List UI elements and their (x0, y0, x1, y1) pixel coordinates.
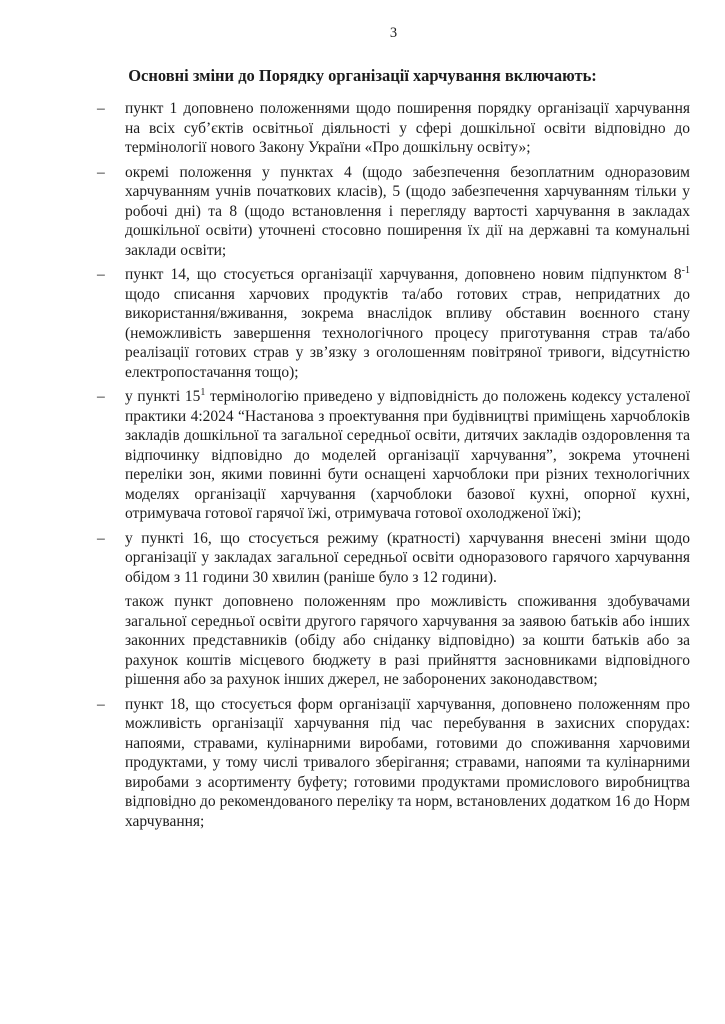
list-item (97, 592, 690, 690)
list-item (97, 265, 690, 382)
list-item-text: також пункт доповнено положенням про можливість споживання здобувачами загальної середньої освіти другого гарячого харчування за заявою батьків або інших законних представників (обіду або сніданку відповідно) за кошти батьків або за рахунок коштів місцевого бюджету в разі прийняття засновниками відповідного рішення або за рахунок інших джерел, не заборонених законодавством; (125, 593, 690, 688)
list-item (97, 387, 690, 524)
bullet-dash: – (97, 266, 105, 283)
page-title: Основні зміни до Порядку організації харчування включають: (128, 66, 597, 85)
bullet-dash: – (97, 388, 105, 405)
list-item-text: пункт 18, що стосується форм організації харчування, доповнено положенням про можливість організації харчування під час перебування в захисних спорудах: напоями, стравами, кулінарними виробами, готовими до споживання харчовими продуктами, у тому числі тривалого зберігання; стравами, напоями та кулінарними виробами з асортименту буфету; готовими продуктами промислового виробництва відповідно до рекомендованого переліку та норм, встановлених додатком 16 до Норм харчування; (125, 695, 690, 830)
list-item-text: у пункті $15^1$ термінологію приведено у відповідність до положень кодексу усталеної практики 4:2024 “Настанова з проектування при будівництві приміщень харчоблоків закладів дошкільної та загальної середньої освіти, дитячих закладів оздоровлення та відпочинку відповідно до моделей організації харчування”, зокрема уточнені переліки зон, якими повинні бути оснащені харчоблоки при різних технологічних моделях організації харчування (харчоблоки базової кухні, опорної кухні, отримувача готової гарячої їжі, отримувача готової охолодженої їжі); (125, 386, 691, 522)
list-item-text: пункт 14, що стосується організації харчування, доповнено новим підпунктом $8^{-1}$ щодо списання харчових продуктів та/або готових страв, непридатних до використання/вживання, зокрема внаслідок впливу обставин воєнного стану (неможливість завершення технологічного процесу приготування страв та/або реалізації готових страв у зв’язку з оголошенням повітряної тривоги, відсутністю електропостачання тощо); (125, 264, 690, 381)
bullet-list (97, 99, 690, 831)
page-number: 3 (389, 25, 398, 41)
superscript: 1 (200, 386, 206, 398)
list-item-text: пункт 1 доповнено положеннями щодо поширення порядку організації харчування на всіх суб’єктів освітньої діяльності у сфері дошкільної освіти відповідно до термінології нового Закону України «Про дошкільну освіту»; (125, 100, 690, 156)
list-item-text: окремі положення у пунктах 4 (щодо забезпечення безоплатним одноразовим харчуванням учнів початкових класів), 5 (щодо забезпечення харчуванням тільки у робочі дні) та 8 (щодо встановлення і перегляду вартості харчування в закладах дошкільної освіти) уточнені стосовно поширення їх дії на державні та комунальні заклади освіти; (125, 163, 690, 259)
list-item (97, 695, 690, 832)
list-item (97, 529, 690, 588)
bullet-dash: – (97, 100, 105, 117)
bullet-dash: – (97, 695, 105, 713)
bullet-dash: – (97, 163, 105, 181)
list-item-text: у пункті 16, що стосується режиму (кратності) харчування внесені зміни щодо організації у закладах загальної середньої освіти одноразового гарячого харчування обідом з 11 години 30 хвилин (раніше було з 12 години). (125, 529, 690, 586)
superscript: -1 (681, 264, 690, 276)
bullet-dash: – (97, 529, 105, 547)
list-item (97, 163, 690, 261)
list-item (97, 99, 690, 158)
